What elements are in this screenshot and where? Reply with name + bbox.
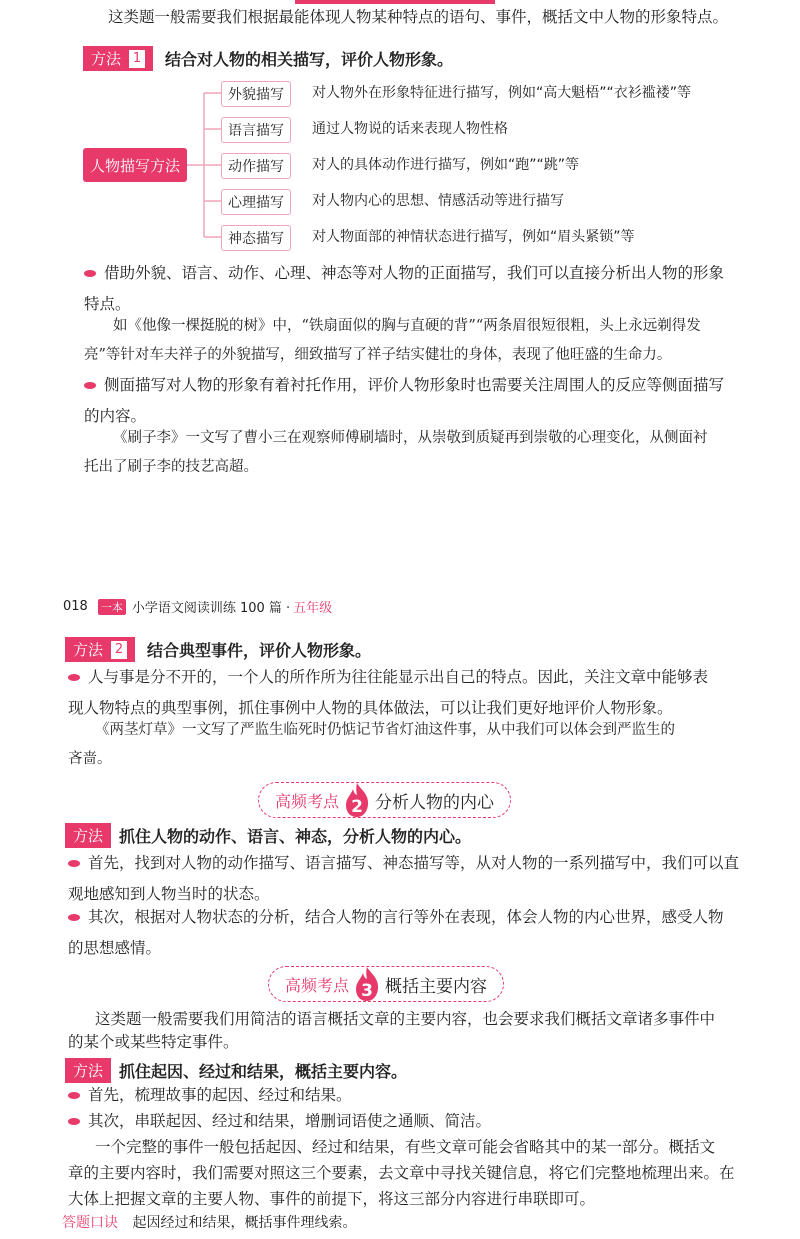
bullet-paragraph-cont: 现人物特点的典型事例，抓住事例中人物的具体做法，可以让我们更好地评价人物形象。: [68, 699, 673, 717]
body-paragraph: 一个完整的事件一般包括起因、经过和结果，有些文章可能会省略其中的某一部分。概括文: [95, 1138, 716, 1156]
mindmap-item-psychology: 心理描写: [221, 189, 291, 215]
page-number: 018: [63, 599, 88, 614]
method-number: 2: [111, 641, 127, 659]
example-paragraph: 《刷子李》一文写了曹小三在观察师傅刷墙时，从崇敬到质疑再到崇敬的心理变化，从侧面衬: [113, 430, 708, 446]
method-badge-label: 方法: [91, 50, 122, 68]
method-text: 抓住起因、经过和结果，概括主要内容。: [119, 1062, 408, 1081]
section-title: 概括主要内容: [385, 976, 488, 997]
method-2-heading: [65, 637, 371, 662]
bullet-paragraph: 首先，梳理故事的起因、经过和结果。: [68, 1080, 352, 1111]
flame-number-icon: [353, 966, 381, 1002]
bullet-paragraph-cont: 的内容。: [84, 407, 147, 425]
example-paragraph: 如《他像一棵挺脱的树》中，“铁扇面似的胸与直硬的背”“两条眉很短很粗，头上永远剃得发: [113, 318, 701, 334]
method-3-heading: [65, 823, 471, 848]
method-badge-label: 方法: [73, 641, 104, 659]
method-badge: [65, 637, 135, 662]
bullet-paragraph-cont: 观地感知到人物当时的状态。: [68, 885, 270, 903]
tips-label: 答题口诀: [62, 1215, 118, 1231]
tips-text: 起因经过和结果，概括事件理线索。: [132, 1215, 357, 1231]
mindmap-desc-action: 对人的具体动作进行描写，例如“跑”“跳”等: [312, 157, 580, 173]
intro-paragraph-cont: 的某个或某些特定事件。: [68, 1033, 239, 1051]
bullet-paragraph: 借助外貌、语言、动作、心理、神态等对人物的正面描写，我们可以直接分析出人物的形象: [84, 258, 724, 289]
mindmap-center: 人物描写方法: [83, 148, 187, 182]
mindmap-item-appearance: 外貌描写: [221, 81, 291, 107]
page-header: [63, 597, 332, 616]
intro-paragraph: 这类题一般需要我们用简洁的语言概括文章的主要内容，也会要求我们概括文章诸多事件中: [95, 1010, 716, 1028]
method-text: 结合典型事件，评价人物形象。: [147, 641, 372, 660]
book-title: 小学语文阅读训练 100 篇 ·: [131, 601, 291, 616]
body-paragraph-cont: 章的主要内容时，我们需要对照这三个要素，去文章中寻找关键信息，将它们完整地梳理出来。在: [68, 1164, 735, 1182]
example-paragraph-cont: 吝啬。: [68, 751, 112, 767]
example-paragraph: 《两茎灯草》一文写了严监生临死时仍惦记节省灯油这件事，从中我们可以体会到严监生的: [95, 722, 675, 738]
mindmap-desc-psychology: 对人物内心的思想、情感活动等进行描写: [312, 193, 564, 209]
method-text: 结合对人物的相关描写，评价人物形象。: [165, 50, 454, 69]
body-paragraph-cont: 大体上把握文章的主要人物、事件的前提下，将这三部分内容进行串联即可。: [68, 1190, 596, 1208]
section-heading-3: [268, 966, 504, 1002]
example-paragraph-cont: 托出了刷子李的技艺高超。: [84, 459, 258, 475]
section-tag: 高频考点: [275, 791, 340, 811]
mindmap-desc-language: 通过人物说的话来表现人物性格: [312, 121, 508, 137]
mindmap-desc-appearance: 对人物外在形象特征进行描写，例如“高大魁梧”“衣衫褴褛”等: [312, 85, 692, 101]
method-text: 抓住人物的动作、语言、神态，分析人物的内心。: [119, 827, 472, 846]
intro-paragraph: 这类题一般需要我们根据最能体现人物某种特点的语句、事件，概括文中人物的形象特点。: [108, 8, 729, 26]
mindmap-item-expression: 神态描写: [221, 225, 291, 251]
method-number: 1: [129, 50, 145, 68]
section-title: 分析人物的内心: [375, 792, 495, 813]
flame-number-icon: [343, 782, 371, 818]
mindmap-item-action: 动作描写: [221, 153, 291, 179]
section-heading-2: [258, 782, 511, 818]
bullet-paragraph: 其次，串联起因、经过和结果，增删词语使之通顺、简洁。: [68, 1106, 491, 1137]
bullet-paragraph: 人与事是分不开的，一个人的所作所为往往能显示出自己的特点。因此，关注文章中能够表: [68, 662, 708, 693]
grade-label: 五年级: [293, 601, 333, 616]
section-number: 3: [361, 981, 373, 1001]
example-paragraph-cont: 亮”等针对车夫祥子的外貌描写，细致描写了祥子结实健壮的身体，表现了他旺盛的生命力。: [84, 347, 672, 363]
method-badge: 方法: [65, 1058, 111, 1083]
book-logo: 一本: [98, 599, 126, 615]
bullet-paragraph-cont: 特点。: [84, 295, 131, 313]
bullet-paragraph-cont: 的思想感情。: [68, 939, 162, 957]
bullet-paragraph: 其次，根据对人物状态的分析，结合人物的言行等外在表现，体会人物的内心世界，感受人物: [68, 902, 724, 933]
mindmap-desc-expression: 对人物面部的神情状态进行描写，例如“眉头紧锁”等: [312, 229, 635, 245]
mindmap-item-language: 语言描写: [221, 117, 291, 143]
answer-tips: [62, 1212, 356, 1232]
bullet-paragraph: 首先，找到对人物的动作描写、语言描写、神态描写等，从对人物的一系列描写中，我们可以直: [68, 848, 739, 879]
method-badge: 方法: [65, 823, 111, 848]
bullet-paragraph: 侧面描写对人物的形象有着衬托作用，评价人物形象时也需要关注周围人的反应等侧面描写: [84, 370, 724, 401]
section-number: 2: [351, 797, 363, 817]
section-tag: 高频考点: [285, 975, 350, 995]
